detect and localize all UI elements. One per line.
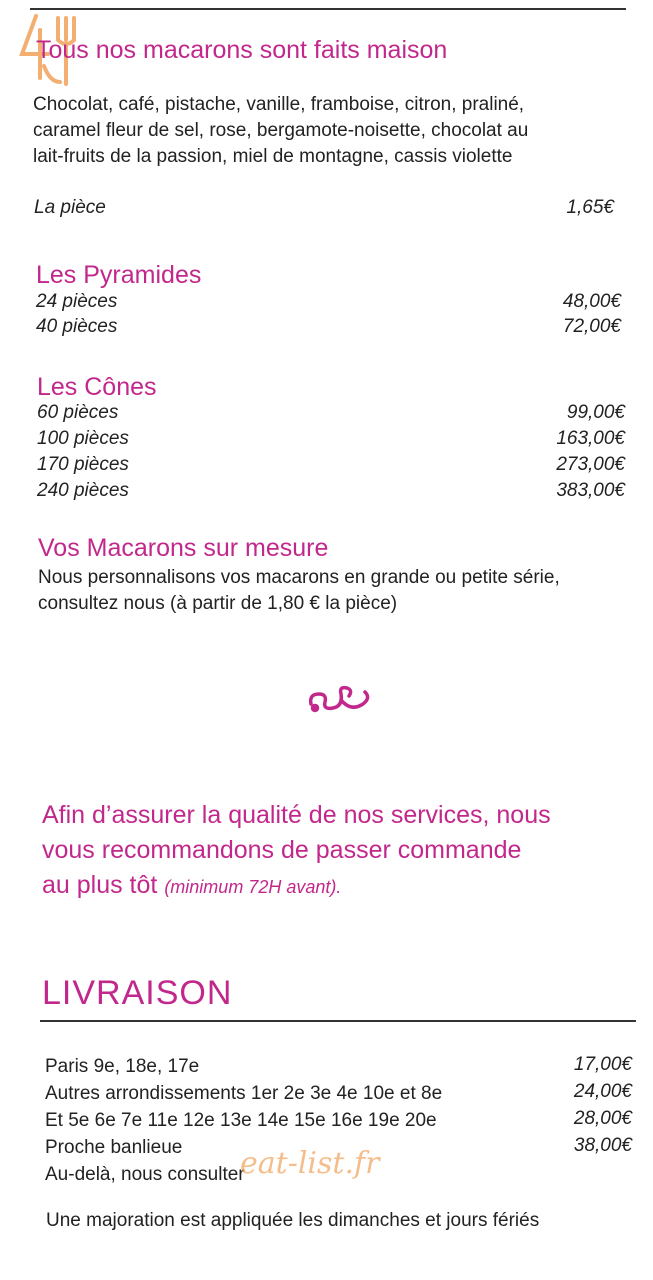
text-line: Afin d’assurer la qualité de nos services, nous (42, 801, 551, 829)
cones-title: Les Cônes (37, 373, 157, 401)
text-line: vous recommandons de passer commande (42, 836, 522, 864)
item-price: 163,00€ (556, 428, 625, 449)
sur-mesure-text (38, 565, 638, 617)
item-price: 38,00€ (573, 1135, 632, 1156)
piece-price-row (34, 197, 614, 223)
item-price: 28,00€ (573, 1108, 632, 1129)
livraison-title: LIVRAISON (42, 974, 233, 1012)
item-price: 48,00€ (562, 291, 621, 312)
sur-mesure-title: Vos Macarons sur mesure (38, 534, 329, 562)
ornament-flourish-icon (305, 680, 375, 716)
item-label: Paris 9e, 18e, 17e (45, 1056, 200, 1077)
item-label: 100 pièces (37, 428, 129, 449)
item-label: Autres arrondissements 1er 2e 3e 4e 10e et 8e (45, 1083, 443, 1104)
flavor-line: Chocolat, café, pistache, vanille, framboise, citron, praliné, (33, 94, 525, 115)
item-price: 273,00€ (556, 454, 625, 475)
text-fragment: au plus tôt (42, 871, 165, 899)
list-item (37, 480, 625, 506)
item-label: 60 pièces (37, 402, 119, 423)
list-item (37, 402, 625, 428)
flavor-line: lait-fruits de la passion, miel de montagne, cassis violette (33, 146, 513, 167)
item-label: Proche banlieue (45, 1137, 183, 1158)
list-item (37, 428, 625, 454)
minimum-note: (minimum 72H avant). (164, 877, 342, 897)
text-line: consultez nous (à partir de 1,80 € la pièce) (38, 593, 398, 614)
text-line (42, 868, 642, 905)
item-price: 383,00€ (556, 480, 625, 501)
top-divider (30, 8, 626, 10)
item-label: Et 5e 6e 7e 11e 12e 13e 14e 15e 16e 19e 20e (45, 1110, 437, 1131)
livraison-divider (40, 1020, 636, 1022)
item-price: 17,00€ (573, 1054, 632, 1075)
item-label: 40 pièces (36, 316, 118, 337)
item-label: 240 pièces (37, 480, 129, 501)
item-label: 24 pièces (36, 291, 118, 312)
flavor-line: caramel fleur de sel, rose, bergamote-noisette, chocolat au (33, 120, 529, 141)
text-line: Nous personnalisons vos macarons en grande ou petite série, (38, 567, 560, 588)
item-price: 99,00€ (566, 402, 625, 423)
piece-label: La pièce (34, 197, 106, 218)
macarons-title: Tous nos macarons sont faits maison (36, 36, 448, 64)
list-item (36, 316, 621, 342)
surcharge-note: Une majoration est appliquée les dimanches et jours fériés (46, 1210, 540, 1231)
pyramides-title: Les Pyramides (36, 261, 202, 289)
list-item (36, 291, 621, 317)
macarons-flavors (33, 92, 633, 170)
list-item (45, 1108, 632, 1134)
item-label: Au-delà, nous consulter (45, 1164, 245, 1185)
list-item (37, 454, 625, 480)
list-item (45, 1081, 632, 1107)
recommendation-text (42, 798, 642, 905)
item-price: 24,00€ (573, 1081, 632, 1102)
piece-price: 1,65€ (566, 197, 614, 218)
item-label: 170 pièces (37, 454, 129, 475)
eat-list-watermark: eat-list.fr (240, 1146, 380, 1181)
list-item (45, 1054, 632, 1080)
item-price: 72,00€ (562, 316, 621, 337)
